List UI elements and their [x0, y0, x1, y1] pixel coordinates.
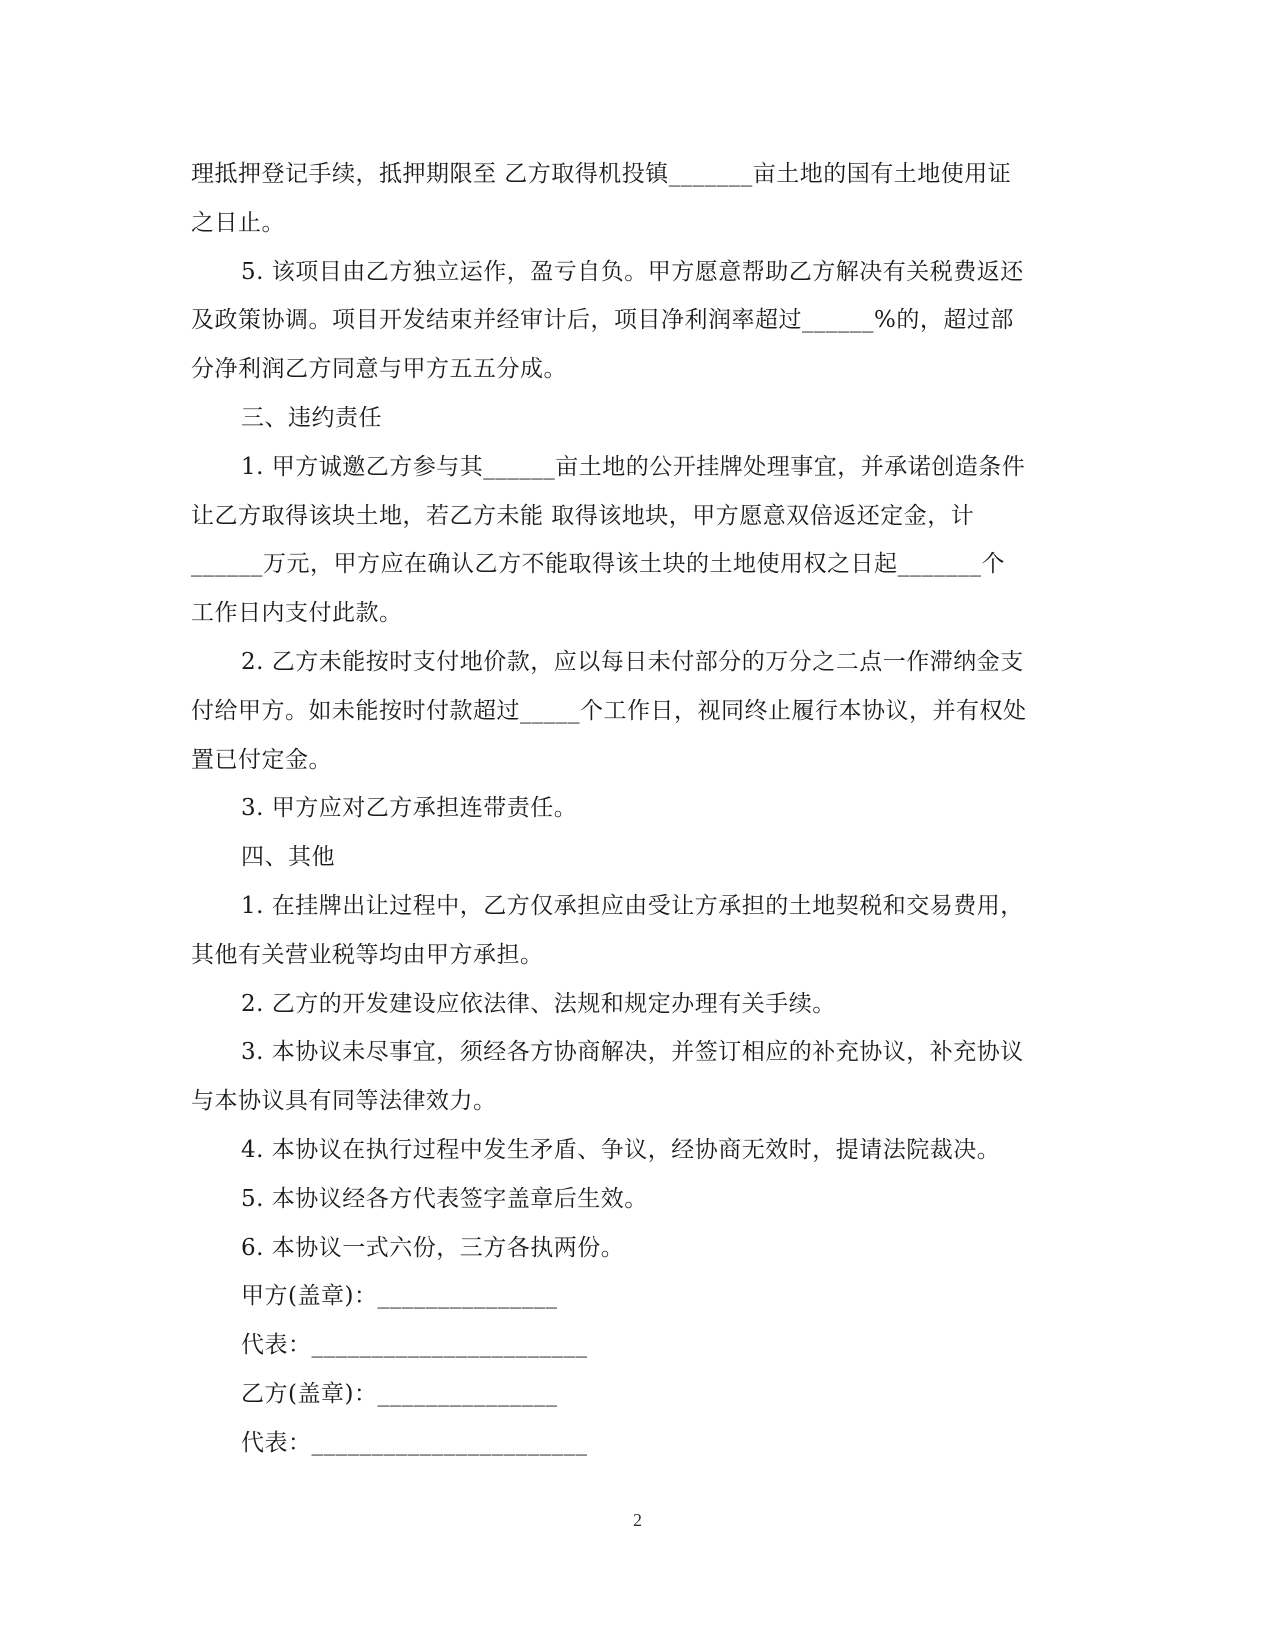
text-line: 2. 乙方的开发建设应依法律、法规和规定办理有关手续。: [241, 990, 836, 1017]
section-heading: 四、其他: [241, 844, 335, 871]
section-heading: 三、违约责任: [241, 404, 382, 431]
text-line: 1. 甲方诚邀乙方参与其______亩土地的公开挂牌处理事宜，并承诺创造条件: [241, 453, 1026, 480]
signature-line-party-a: 甲方(盖章)：_______________: [241, 1283, 558, 1310]
text-line: 与本协议具有同等法律效力。: [191, 1088, 497, 1115]
text-line: 3. 本协议未尽事宜，须经各方协商解决，并签订相应的补充协议，补充协议: [241, 1039, 1024, 1066]
text-line: 4. 本协议在执行过程中发生矛盾、争议，经协商无效时，提请法院裁决。: [241, 1136, 1001, 1163]
page-number: 2: [633, 1510, 642, 1530]
text-line: 工作日内支付此款。: [191, 600, 403, 627]
text-line: 让乙方取得该块土地，若乙方未能 取得该地块，甲方愿意双倍返还定金，计: [191, 502, 975, 529]
signature-line-party-b: 乙方(盖章)：_______________: [241, 1380, 558, 1407]
text-line: 及政策协调。项目开发结束并经审计后，项目净利润率超过______%的，超过部: [191, 307, 1014, 334]
signature-line-rep-a: 代表：_______________________: [241, 1332, 588, 1359]
text-line: 理抵押登记手续，抵押期限至 乙方取得机投镇_______亩土地的国有土地使用证: [191, 161, 1012, 187]
text-line: 5. 该项目由乙方独立运作，盈亏自负。甲方愿意帮助乙方解决有关税费返还: [241, 258, 1024, 285]
text-line: 3. 甲方应对乙方承担连带责任。: [241, 795, 578, 822]
text-line: 5. 本协议经各方代表签字盖章后生效。: [241, 1185, 648, 1212]
text-line: 1. 在挂牌出让过程中，乙方仅承担应由受让方承担的土地契税和交易费用，: [241, 892, 1024, 919]
text-line: 置已付定金。: [191, 746, 332, 773]
document-body: [191, 150, 1083, 1468]
signature-line-rep-b: 代表：_______________________: [241, 1429, 588, 1456]
text-line: 6. 本协议一式六份，三方各执两份。: [241, 1234, 625, 1261]
text-line: ______万元，甲方应在确认乙方不能取得该土块的土地使用权之日起_______个: [191, 551, 1005, 578]
text-line: 付给甲方。如未能按时付款超过_____个工作日，视同终止履行本协议，并有权处: [191, 697, 1027, 724]
text-line: 分净利润乙方同意与甲方五五分成。: [191, 356, 567, 383]
text-line: 之日止。: [191, 209, 285, 236]
text-line: 2. 乙方未能按时支付地价款，应以每日未付部分的万分之二点一作滞纳金支: [241, 648, 1024, 675]
text-line: 其他有关营业税等均由甲方承担。: [191, 941, 544, 968]
